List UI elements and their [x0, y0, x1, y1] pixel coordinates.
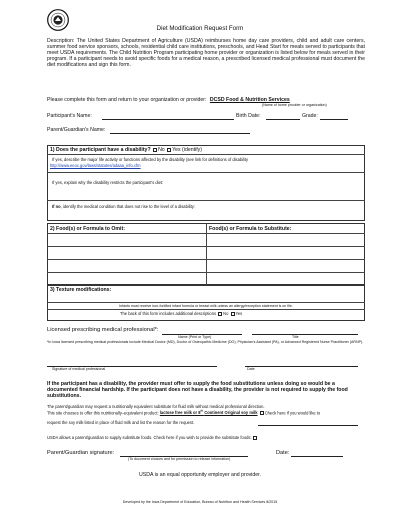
- birth-date-label: Birth Date:: [236, 113, 261, 119]
- section1-divider-c: [47, 200, 365, 201]
- professional-label: Licensed prescribing medical professional*:: [47, 327, 159, 333]
- texture-divider-b: [47, 309, 365, 310]
- food-row-line-1: [47, 233, 365, 234]
- section1-divider-b: [47, 172, 365, 173]
- usda-allows-text: USDA allows a parent/guardian to supply substitute foods. Check here if you wish to provide the substitute foods:: [47, 435, 252, 440]
- texture-divider: [47, 302, 365, 303]
- provider-caption: (Name of home provider or organization): [262, 103, 327, 107]
- milk-product-name: lactose free milk or 8: [159, 410, 201, 416]
- milk-line-1: The parent/guardian may request a nutritionally equivalent substitute for fluid milk without medical professional direction.: [47, 404, 265, 409]
- disability-question-text: 1) Does the participant have a disability?: [50, 147, 151, 153]
- disability-yes-checkbox[interactable]: [167, 148, 171, 152]
- food-omit-header: 2) Food(s) or Formula to Omit:: [50, 226, 125, 232]
- milk-request-text: request the soy milk listed in place of fluid milk and list the reason for the request.: [47, 420, 195, 425]
- parent-signature-label: Parent/Guardian signature:: [47, 450, 115, 456]
- parent-name-field[interactable]: [110, 133, 250, 134]
- professional-footnote: *In Iowa licensed prescribing medical professionals include Medical Doctor (MD), Doctor of Osteopathic Medicine (DO), Physician's Assistant (PA), or Advanced Registered Nurse Practitioner (ARNP).: [47, 340, 364, 344]
- milk-product-name-end: Continent Original soy milk: [204, 410, 258, 416]
- developed-by: Developed by the Iowa Department of Education, Bureau of Nutrition and Health Services 8/2015: [122, 500, 278, 504]
- professional-name-caption: Name (Print or Type): [178, 335, 212, 339]
- soy-milk-checkbox[interactable]: [260, 411, 264, 415]
- disability-no-label: No: [158, 147, 165, 153]
- no-disability-condition: [52, 204, 195, 209]
- food-row-line-4: [47, 272, 365, 273]
- participant-name-field[interactable]: [102, 119, 234, 120]
- participant-name-label: Participant's Name:: [47, 113, 92, 119]
- disability-notice: If the participant has a disability, the provider must offer to supply the food substitutions unless doing so would be a documented financial hardship. If the participant does not have a disability, the provider is not required to supply the food substitutions.: [47, 381, 348, 400]
- usda-allows-line: [47, 435, 258, 440]
- eoe-statement: USDA is an equal opportunity employer and provider.: [139, 472, 261, 478]
- birth-date-field[interactable]: [266, 119, 300, 120]
- back-question-text: The back of this form includes additional descriptions: [120, 311, 217, 316]
- professional-title-field[interactable]: [252, 334, 358, 335]
- food-row-line-3: [47, 259, 365, 260]
- disability-explain: If yes, explain why the disability restricts the participant's diet:: [52, 180, 164, 185]
- milk-line-2: [47, 409, 367, 415]
- grade-field[interactable]: [320, 119, 348, 120]
- date-caption: Date: [247, 367, 255, 371]
- back-no-label: No: [223, 311, 229, 316]
- disability-no-checkbox[interactable]: [153, 148, 157, 152]
- signature-caption: Signature of medical professional: [52, 367, 106, 371]
- section1-divider-a: [47, 154, 365, 155]
- parent-date-label: Date:: [276, 450, 290, 456]
- provider-name: DCSD Food & Nutrition Services: [209, 97, 290, 103]
- infant-formula-note: Infants must receive iron-fortified infant formula or breast milk unless an allergy/exception statement is on file.: [119, 304, 293, 308]
- disability-question: [50, 147, 202, 153]
- disability-yes-label: Yes (identify): [172, 147, 202, 153]
- parent-name-label: Parent/Guardian's Name:: [47, 127, 106, 133]
- if-no-text: , identify the medical condition that does not rise to the level of a disability:: [60, 204, 195, 209]
- parent-signature-caption: (To document choices and for permission to release information): [128, 457, 231, 461]
- return-to-line: [47, 97, 377, 103]
- substitute-foods-checkbox[interactable]: [253, 436, 257, 440]
- grade-label: Grade:: [302, 113, 318, 119]
- return-to-text: Please complete this form and return to your organization or provider:: [47, 97, 207, 103]
- milk-product-sup: th: [200, 409, 204, 413]
- food-substitute-header: Food(s) or Formula to Substitute:: [209, 226, 292, 232]
- food-row-line-2: [47, 246, 365, 247]
- back-yes-checkbox[interactable]: [231, 312, 235, 316]
- back-yes-label: Yes: [235, 311, 243, 316]
- texture-header: 3) Texture modifications:: [50, 287, 112, 293]
- description-paragraph: Description: The United States Department of Agriculture (USDA) reimburses home day care providers, child and adult care centers, summer food service sponsors, schools, residential child care institutions, preschools, and Head Start for meals served to participants that meet USDA requirements. The Child Nutrition Program participating home provider or organization is listed below for meals served in their program. If a participant needs to avoid specific foods for a medical reason, a prescribed licensed medical professional must document the diet modifications and sign this form.: [47, 38, 365, 69]
- milk-line-3: [47, 420, 194, 425]
- if-no-label: If no: [52, 204, 61, 209]
- back-no-checkbox[interactable]: [218, 312, 222, 316]
- milk-reason-field[interactable]: [258, 425, 358, 426]
- parent-date-field[interactable]: [291, 456, 343, 457]
- professional-title-caption: Title: [292, 335, 299, 339]
- disability-if-yes: If yes, describe the major life activity or functions affected by the disability (see link for definitions of disability: [52, 157, 249, 162]
- disability-definition-link[interactable]: http://www.eeoc.gov/laws/statutes/adaaa_info.cfm: [50, 163, 141, 168]
- milk-product: [160, 410, 258, 415]
- page-title: Diet Modification Request Form: [156, 25, 244, 32]
- milk-check-text: Check here if you would like to: [264, 410, 321, 416]
- back-of-form-question: [120, 311, 242, 316]
- professional-date-field[interactable]: [245, 366, 358, 367]
- milk-offer-text: This site chooses to offer this nutritionally–equivalent product:: [47, 410, 159, 416]
